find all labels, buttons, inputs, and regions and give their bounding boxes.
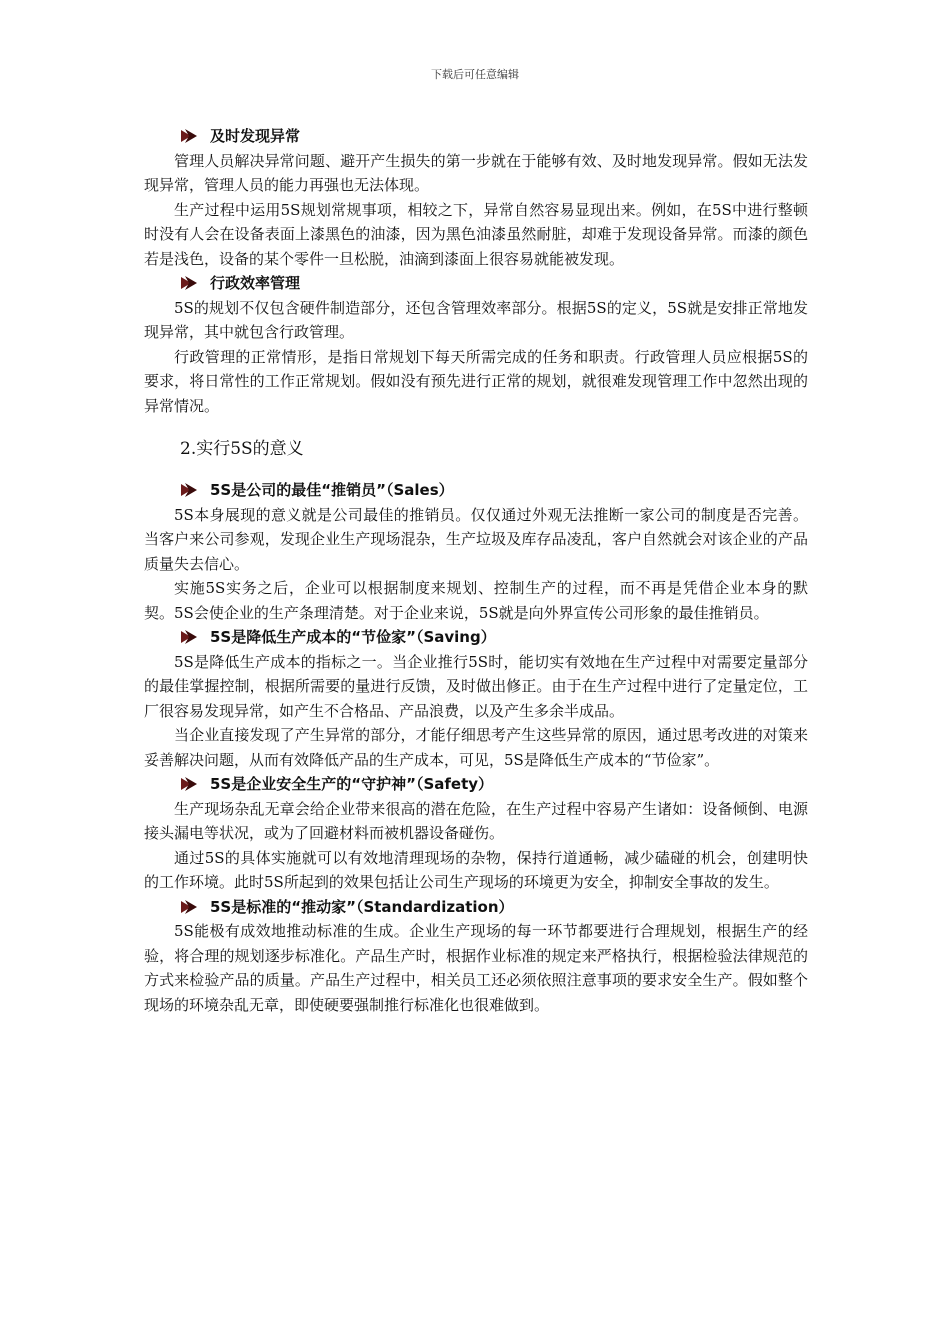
- paragraph: 当企业直接发现了产生异常的部分，才能仔细思考产生这些异常的原因，通过思考改进的对策来妥善解决问题，从而有效降低产品的生产成本，可见，5S是降低生产成本的“节俭家”。: [144, 726, 808, 769]
- page-header: 下载后可任意编辑: [431, 68, 519, 81]
- bullet-heading-text: 行政效率管理: [210, 274, 301, 292]
- section-title: 2.实行5S的意义: [180, 439, 304, 459]
- bullet-heading-text: 及时发现异常: [210, 127, 301, 145]
- arrow-bullet-icon: [180, 899, 198, 915]
- paragraph: 5S的规划不仅包含硬件制造部分，还包含管理效率部分。根据5S的定义，5S就是安排正常地发现异常，其中就包含行政管理。: [144, 298, 808, 341]
- bullet-heading: [144, 625, 808, 650]
- bullet-heading: [144, 271, 808, 296]
- bullet-heading: [144, 124, 808, 149]
- bullet-heading-text: 5S是公司的最佳“推销员”（Sales）: [210, 481, 454, 499]
- bullet-heading: [144, 895, 808, 920]
- paragraph: 行政管理的正常情形，是指日常规划下每天所需完成的任务和职责。行政管理人员应根据5S的要求，将日常性的工作正常规划。假如没有预先进行正常的规划，就很难发现管理工作中忽然出现的异常情况。: [144, 347, 808, 415]
- paragraph: 5S能极有成效地推动标准的生成。企业生产现场的每一环节都要进行合理规划，根据生产的经验，将合理的规划逐步标准化。产品生产时，根据作业标准的规定来严格执行，根据检验法律规范的方式来检验产品的质量。产品生产过程中，相关员工还必须依照注意事项的要求安全生产。假如整个现场的环境杂乱无章，即使硬要强制推行标准化也很难做到。: [144, 922, 808, 1014]
- bullet-heading: [144, 478, 808, 503]
- arrow-bullet-icon: [180, 629, 198, 645]
- paragraph: 生产过程中运用5S规划常规事项，相较之下，异常自然容易显现出来。例如，在5S中进行整顿时没有人会在设备表面上漆黑色的油漆，因为黑色油漆虽然耐脏，却难于发现设备异常。而漆的颜色若是浅色，设备的某个零件一旦松脱，油滴到漆面上很容易就能被发现。: [144, 200, 808, 268]
- paragraph: 通过5S的具体实施就可以有效地清理现场的杂物，保持行道通畅，减少磕碰的机会，创建明快的工作环境。此时5S所起到的效果包括让公司生产现场的环境更为安全，抑制安全事故的发生。: [144, 848, 808, 891]
- bullet-heading-text: 5S是企业安全生产的“守护神”（Safety）: [210, 775, 494, 793]
- arrow-bullet-icon: [180, 275, 198, 291]
- arrow-bullet-icon: [180, 128, 198, 144]
- paragraph: 生产现场杂乱无章会给企业带来很高的潜在危险，在生产过程中容易产生诸如：设备倾倒、电源接头漏电等状况，或为了回避材料而被机器设备碰伤。: [144, 799, 808, 842]
- paragraph: 实施5S实务之后，企业可以根据制度来规划、控制生产的过程，而不再是凭借企业本身的默契。5S会使企业的生产条理清楚。对于企业来说，5S就是向外界宣传公司形象的最佳推销员。: [144, 579, 808, 622]
- arrow-bullet-icon: [180, 482, 198, 498]
- document-body: [144, 124, 808, 1017]
- bullet-heading-text: 5S是降低生产成本的“节俭家”（Saving）: [210, 628, 496, 646]
- paragraph: 5S本身展现的意义就是公司最佳的推销员。仅仅通过外观无法推断一家公司的制度是否完善。当客户来公司参观，发现企业生产现场混杂，生产垃圾及库存品凌乱，客户自然就会对该企业的产品质量失去信心。: [144, 505, 808, 573]
- bullet-heading: [144, 772, 808, 797]
- arrow-bullet-icon: [180, 776, 198, 792]
- paragraph: 管理人员解决异常问题、避开产生损失的第一步就在于能够有效、及时地发现异常。假如无法发现异常，管理人员的能力再强也无法体现。: [144, 151, 808, 194]
- paragraph: 5S是降低生产成本的指标之一。当企业推行5S时，能切实有效地在生产过程中对需要定量部分的最佳掌握控制，根据所需要的量进行反馈，及时做出修正。由于在生产过程中进行了定量定位，工厂很容易发现异常，如产生不合格品、产品浪费，以及产生多余半成品。: [144, 652, 808, 720]
- bullet-heading-text: 5S是标准的“推动家”（Standardization）: [210, 897, 514, 916]
